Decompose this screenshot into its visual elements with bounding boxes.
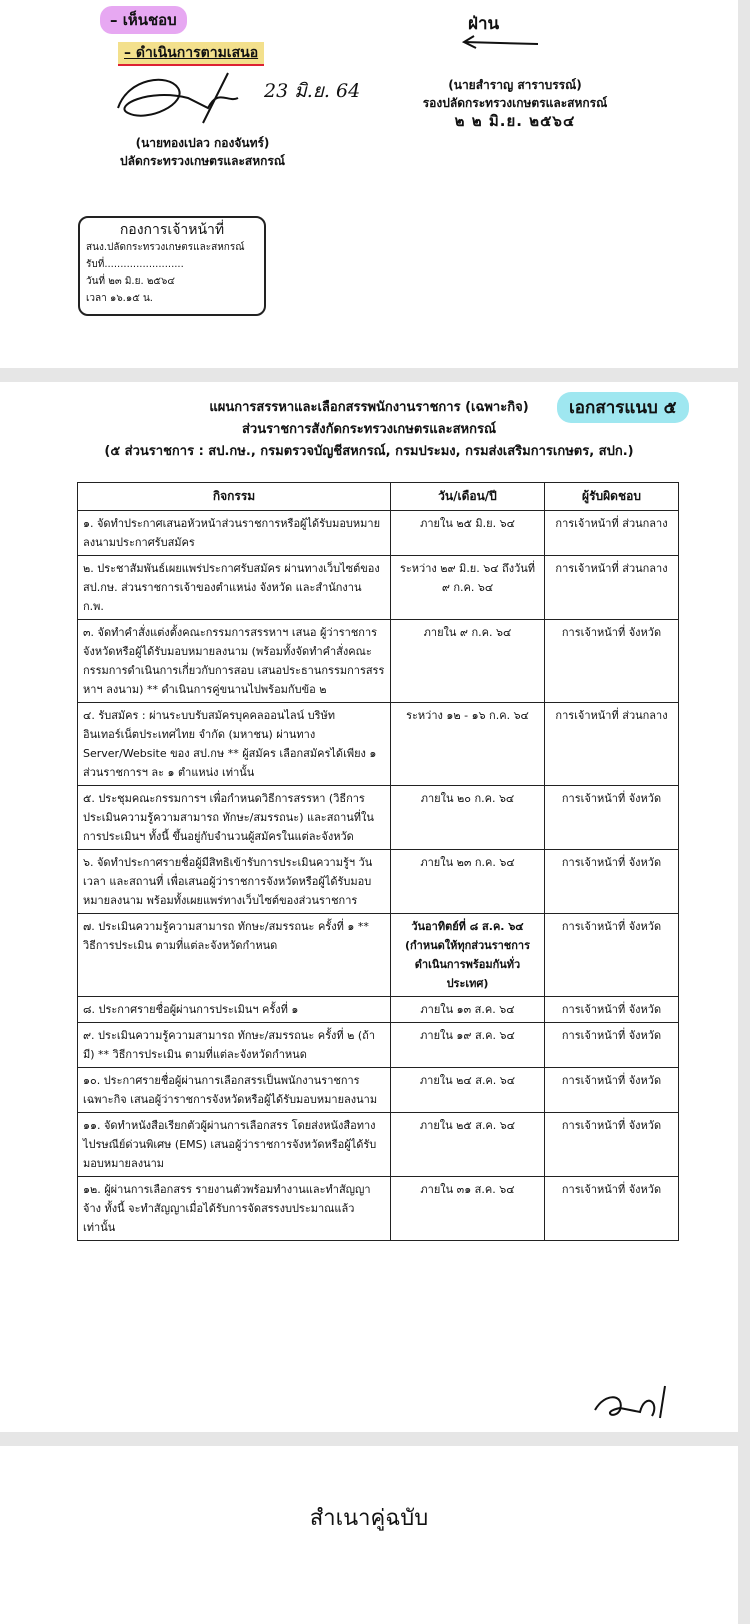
date-cell: ภายใน ๙ ก.ค. ๖๔ <box>391 620 545 703</box>
date-cell: ภายใน ๓๑ ส.ค. ๖๔ <box>391 1177 545 1241</box>
date-cell: ภายใน ๒๕ ส.ค. ๖๔ <box>391 1113 545 1177</box>
date-cell: ภายใน ๒๔ ส.ค. ๖๔ <box>391 1068 545 1113</box>
activity-cell: ๓. จัดทำคำสั่งแต่งตั้งคณะกรรมการสรรหาฯ เสนอ ผู้ว่าราชการจังหวัดหรือผู้ได้รับมอบหมายลงนาม (พร้อมทั้งจัดทำคำสั่งคณะกรรมการดำเนินการเกี่ยวกับการสอบ เสนอประธานกรรมการสรรหาฯ ลงนาม) ** ดำเนินการคู่ขนานไปพร้อมกับข้อ ๒ <box>78 620 391 703</box>
owner-cell: การเจ้าหน้าที่ จังหวัด <box>545 1068 679 1113</box>
date-cell: ระหว่าง ๒๙ มิ.ย. ๖๔ ถึงวันที่ ๙ ก.ค. ๖๔ <box>391 556 545 620</box>
arrow-icon <box>460 34 540 54</box>
owner-cell: การเจ้าหน้าที่ ส่วนกลาง <box>545 556 679 620</box>
activity-cell: ๔. รับสมัคร : ผ่านระบบรับสมัครบุคคลออนไลน์ บริษัทอินเทอร์เน็ตประเทศไทย จำกัด (มหาชน) ผ่านทาง Server/Website ของ สป.กษ ** ผู้สมัคร เลือกสมัครได้เพียง ๑ ส่วนราชการฯ ละ ๑ ตำแหน่ง เท่านั้น <box>78 703 391 786</box>
table-header-row <box>78 483 679 511</box>
header-date: วัน/เดือน/ปี <box>391 483 545 511</box>
date-cell: ภายใน ๒๓ ก.ค. ๖๔ <box>391 850 545 914</box>
table-row <box>78 786 679 850</box>
right-date: ๒ ๒ มิ.ย. ๒๕๖๔ <box>454 112 576 130</box>
right-name: (นายสำราญ สาราบรรณ์) <box>448 78 582 92</box>
owner-cell: การเจ้าหน้าที่ จังหวัด <box>545 850 679 914</box>
date-cell: ภายใน ๒๐ ก.ค. ๖๔ <box>391 786 545 850</box>
table-row <box>78 1068 679 1113</box>
approve-label: ฝ่าน <box>468 14 500 34</box>
owner-cell: การเจ้าหน้าที่ จังหวัด <box>545 620 679 703</box>
stamp-org: สนง.ปลัดกระทรวงเกษตรและสหกรณ์ <box>86 242 245 253</box>
date-cell: ภายใน ๑๓ ส.ค. ๖๔ <box>391 997 545 1023</box>
date-cell: ภายใน ๑๙ ส.ค. ๖๔ <box>391 1023 545 1068</box>
table-row <box>78 997 679 1023</box>
table-row <box>78 511 679 556</box>
header-activity: กิจกรรม <box>78 483 391 511</box>
owner-cell: การเจ้าหน้าที่ จังหวัด <box>545 786 679 850</box>
copy-label: สำเนาคู่ฉบับ <box>309 1506 429 1531</box>
activity-cell: ๑๐. ประกาศรายชื่อผู้ผ่านการเลือกสรรเป็นพนักงานราชการเฉพาะกิจ เสนอผู้ว่าราชการจังหวัดหรือผู้ได้รับมอบหมายลงนาม <box>78 1068 391 1113</box>
activity-cell: ๙. ประเมินความรู้ความสามารถ ทักษะ/สมรรถนะ ครั้งที่ ๒ (ถ้ามี) ** วิธีการประเมิน ตามที่แต่ละจังหวัดกำหนด <box>78 1023 391 1068</box>
activity-cell: ๒. ประชาสัมพันธ์เผยแพร่ประกาศรับสมัคร ผ่านทางเว็บไซต์ของสป.กษ. ส่วนราชการเจ้าของตำแหน่ง จังหวัด และสำนักงาน ก.พ. <box>78 556 391 620</box>
left-name: (นายทองเปลว กองจันทร์) <box>135 136 270 150</box>
initials-signature-image <box>590 1382 680 1422</box>
owner-cell: การเจ้าหน้าที่ จังหวัด <box>545 1177 679 1241</box>
approval-note: – เห็นชอบ <box>100 6 187 34</box>
owner-cell: การเจ้าหน้าที่ จังหวัด <box>545 914 679 997</box>
proceed-note: – ดำเนินการตามเสนอ <box>118 42 264 66</box>
stamp-recv-label: รับที่ <box>86 259 105 270</box>
right-title: รองปลัดกระทรวงเกษตรและสหกรณ์ <box>422 96 608 110</box>
header-owner: ผู้รับผิดชอบ <box>545 483 679 511</box>
owner-cell: การเจ้าหน้าที่ ส่วนกลาง <box>545 511 679 556</box>
activity-cell: ๘. ประกาศรายชื่อผู้ผ่านการประเมินฯ ครั้งที่ ๑ <box>78 997 391 1023</box>
doc-title-2: ส่วนราชการสังกัดกระทรวงเกษตรและสหกรณ์ <box>241 422 497 437</box>
table-row <box>78 620 679 703</box>
stamp-title: กองการเจ้าหน้าที่ <box>119 222 225 238</box>
activity-cell: ๖. จัดทำประกาศรายชื่อผู้มีสิทธิเข้ารับการประเมินความรู้ฯ วัน เวลา และสถานที่ เพื่อเสนอผู้ว่าราชการจังหวัดหรือผู้ได้รับมอบหมายลงนาม พร้อมทั้งเผยแพร่ทางเว็บไซต์ของส่วนราชการ <box>78 850 391 914</box>
table-row <box>78 1177 679 1241</box>
table-row <box>78 850 679 914</box>
table-row <box>78 1023 679 1068</box>
stamp-time-value: ๑๖.๑๕ น. <box>109 293 153 304</box>
copy-page <box>0 1446 738 1624</box>
activity-cell: ๑๑. จัดทำหนังสือเรียกตัวผู้ผ่านการเลือกสรร โดยส่งหนังสือทางไปรษณีย์ด่วนพิเศษ (EMS) เสนอผู้ว่าราชการจังหวัดหรือผู้ได้รับมอบหมายลงนาม <box>78 1113 391 1177</box>
plan-page <box>0 382 738 1432</box>
activity-cell: ๑. จัดทำประกาศเสนอหัวหน้าส่วนราชการหรือผู้ได้รับมอบหมายลงนามประกาศรับสมัคร <box>78 511 391 556</box>
receipt-stamp: กองการเจ้าหน้าที่ สนง.ปลัดกระทรวงเกษตรและสหกรณ์ รับที่......................... วันที่ ๒๓ มิ.ย. ๒๕๖๔ เวลา ๑๖.๑๕ น. <box>78 216 266 316</box>
owner-cell: การเจ้าหน้าที่ จังหวัด <box>545 1113 679 1177</box>
table-row <box>78 1113 679 1177</box>
right-signatory <box>420 76 610 130</box>
date-cell: วันอาทิตย์ที่ ๘ ส.ค. ๖๔ (กำหนดให้ทุกส่วนราชการดำเนินการพร้อมกันทั่วประเทศ) <box>391 914 545 997</box>
memo-page <box>0 0 738 368</box>
activity-cell: ๕. ประชุมคณะกรรมการฯ เพื่อกำหนดวิธีการสรรหา (วิธีการประเมินความรู้ความสามารถ ทักษะ/สมรรถนะ) และสถานที่ในการประเมินฯ ทั้งนี้ ขึ้นอยู่กับจำนวนผู้สมัครในแต่ละจังหวัด <box>78 786 391 850</box>
stamp-time-label: เวลา <box>86 293 107 304</box>
activity-cell: ๑๒. ผู้ผ่านการเลือกสรร รายงานตัวพร้อมทำงานและทำสัญญาจ้าง ทั้งนี้ จะทำสัญญาเมื่อได้รับการจัดสรรงบประมาณแล้วเท่านั้น <box>78 1177 391 1241</box>
stamp-date-label: วันที่ <box>86 276 106 287</box>
left-title: ปลัดกระทรวงเกษตรและสหกรณ์ <box>120 154 285 168</box>
table-row <box>78 703 679 786</box>
owner-cell: การเจ้าหน้าที่ ส่วนกลาง <box>545 703 679 786</box>
stamp-date-value: ๒๓ มิ.ย. ๒๕๖๔ <box>108 276 175 287</box>
date-cell: ภายใน ๒๕ มิ.ย. ๖๔ <box>391 511 545 556</box>
activity-cell: ๗. ประเมินความรู้ความสามารถ ทักษะ/สมรรถนะ ครั้งที่ ๑ ** วิธีการประเมิน ตามที่แต่ละจังหวัดกำหนด <box>78 914 391 997</box>
left-signatory <box>120 134 285 170</box>
table-row <box>78 556 679 620</box>
plan-table <box>77 482 679 1241</box>
table-row <box>78 914 679 997</box>
attachment-badge: เอกสารแนบ ๕ <box>557 392 689 423</box>
handwritten-date: 23 มิ.ย. 64 <box>264 80 361 102</box>
doc-title-3: (๕ ส่วนราชการ : สป.กษ., กรมตรวจบัญชีสหกรณ์, กรมประมง, กรมส่งเสริมการเกษตร, สปก.) <box>104 444 634 459</box>
signature-image <box>108 68 268 128</box>
owner-cell: การเจ้าหน้าที่ จังหวัด <box>545 997 679 1023</box>
date-cell: ระหว่าง ๑๒ - ๑๖ ก.ค. ๖๔ <box>391 703 545 786</box>
doc-title-1: แผนการสรรหาและเลือกสรรพนักงานราชการ (เฉพาะกิจ) <box>209 400 529 415</box>
owner-cell: การเจ้าหน้าที่ จังหวัด <box>545 1023 679 1068</box>
